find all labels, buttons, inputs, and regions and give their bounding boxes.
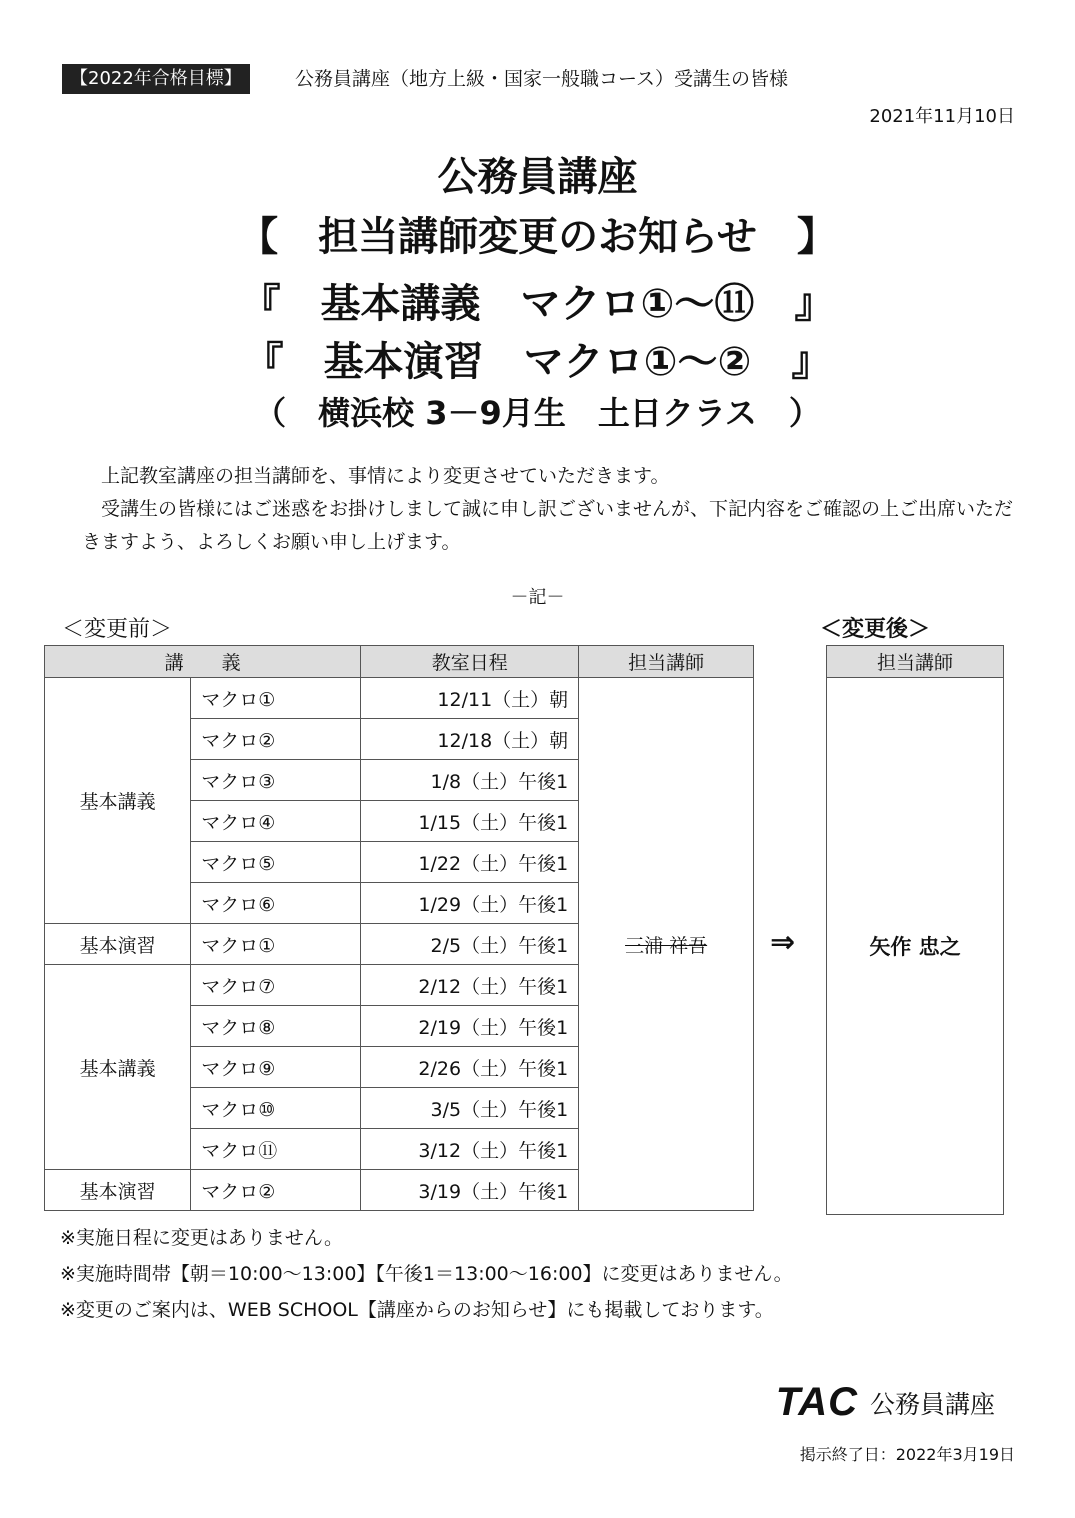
date-cell: 1/22（土）午後1	[361, 842, 579, 883]
group-cell: 基本演習	[45, 1170, 191, 1211]
after-label: ＜変更後＞	[820, 617, 931, 642]
date-cell: 3/19（土）午後1	[361, 1170, 579, 1211]
title-class: （ 横浜校 3－9月生 土日クラス ）	[254, 394, 821, 432]
group-cell: 基本講義	[45, 678, 191, 924]
lecture-cell: マクロ②	[191, 719, 361, 760]
title-lecture: 『 基本講義 マクロ①～⑪ 』	[240, 281, 835, 327]
lecture-cell: マクロ①	[191, 678, 361, 719]
lecture-cell: マクロ③	[191, 760, 361, 801]
date-cell: 2/19（土）午後1	[361, 1006, 579, 1047]
lecture-cell: マクロ⑦	[191, 965, 361, 1006]
title-course: 公務員講座	[437, 154, 638, 200]
date-cell: 2/5（土）午後1	[361, 924, 579, 965]
date-cell: 3/12（土）午後1	[361, 1129, 579, 1170]
notes	[60, 1220, 793, 1328]
header-instructor: 担当講師	[579, 646, 754, 678]
after-table	[826, 645, 1004, 1215]
header-lecture: 講 義	[45, 646, 361, 678]
old-instructor-cell	[579, 678, 754, 1211]
after-header: 担当講師	[827, 646, 1004, 678]
date-cell: 1/29（土）午後1	[361, 883, 579, 924]
lecture-cell: マクロ⑧	[191, 1006, 361, 1047]
date-cell: 1/15（土）午後1	[361, 801, 579, 842]
note-item: ※実施時間帯【朝＝10:00～13:00】【午後1＝13:00～16:00】に変更はありません。	[60, 1263, 793, 1285]
schedule-table	[44, 645, 754, 1211]
addressee: 公務員講座（地方上級・国家一般職コース）受講生の皆様	[295, 68, 789, 90]
new-instructor: 矢作 忠之	[827, 678, 1004, 1215]
issue-date: 2021年11月10日	[869, 106, 1015, 127]
lecture-cell: マクロ①	[191, 924, 361, 965]
lecture-cell: マクロ⑪	[191, 1129, 361, 1170]
date-cell: 1/8（土）午後1	[361, 760, 579, 801]
body-text	[82, 460, 1022, 559]
logo-text: 公務員講座	[869, 1389, 995, 1419]
right-arrow-icon: ⇒	[770, 925, 796, 960]
lecture-cell: マクロ⑥	[191, 883, 361, 924]
old-instructor: 三浦 祥吾	[625, 934, 708, 957]
table-header-row	[45, 646, 754, 678]
group-cell: 基本演習	[45, 924, 191, 965]
ki-marker: －記－	[510, 587, 565, 608]
lecture-cell: マクロ⑤	[191, 842, 361, 883]
date-cell: 2/26（土）午後1	[361, 1047, 579, 1088]
body-paragraph-2: 受講生の皆様にはご迷惑をお掛けしまして誠に申し訳ございませんが、下記内容をご確認の上ご出席いただきますよう、よろしくお願い申し上げます。	[82, 498, 1014, 553]
table-row	[45, 678, 754, 719]
posting-end-date: 掲示終了日：2022年3月19日	[799, 1445, 1015, 1464]
date-cell: 12/18（土）朝	[361, 719, 579, 760]
lecture-cell: マクロ⑨	[191, 1047, 361, 1088]
date-cell: 2/12（土）午後1	[361, 965, 579, 1006]
title-practice: 『 基本演習 マクロ①～② 』	[243, 339, 832, 385]
lecture-cell: マクロ②	[191, 1170, 361, 1211]
before-label: ＜変更前＞	[62, 617, 173, 642]
date-cell: 12/11（土）朝	[361, 678, 579, 719]
title-notice: 【 担当講師変更のお知らせ 】	[238, 214, 837, 260]
note-item: ※実施日程に変更はありません。	[60, 1227, 344, 1249]
date-cell: 3/5（土）午後1	[361, 1088, 579, 1129]
target-year-tag: 【2022年合格目標】	[62, 64, 250, 94]
lecture-cell: マクロ⑩	[191, 1088, 361, 1129]
logo-mark: TAC	[775, 1380, 858, 1424]
lecture-cell: マクロ④	[191, 801, 361, 842]
tac-logo	[776, 1380, 995, 1425]
header-date: 教室日程	[361, 646, 579, 678]
group-cell: 基本講義	[45, 965, 191, 1170]
body-paragraph-1: 上記教室講座の担当講師を、事情により変更させていただきます。	[101, 465, 670, 487]
note-item: ※変更のご案内は、WEB SCHOOL【講座からのお知らせ】にも掲載しております。	[60, 1299, 774, 1321]
